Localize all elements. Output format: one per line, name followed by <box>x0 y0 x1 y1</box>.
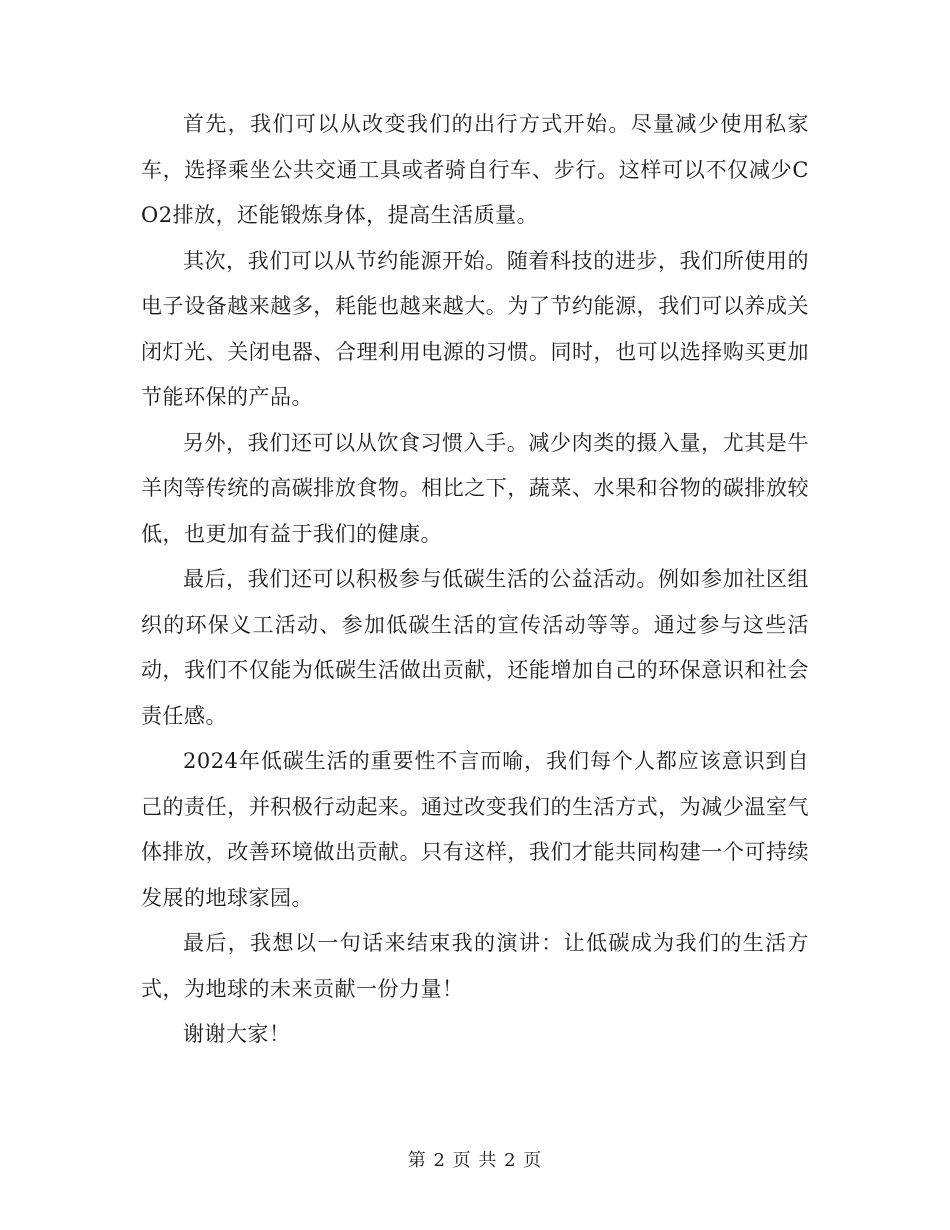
paragraph-activities: 最后，我们还可以积极参与低碳生活的公益活动。例如参加社区组织的环保义工活动、参加低碳生活的宣传活动等等。通过参与这些活动，我们不仅能为低碳生活做出贡献，还能增加自己的环保意识和社会责任感。 <box>141 567 809 728</box>
paragraph-travel: 首先，我们可以从改变我们的出行方式开始。尽量减少使用私家车，选择乘坐公共交通工具或者骑自行车、步行。这样可以不仅减少CO2排放，还能锻炼身体，提高生活质量。 <box>141 112 809 227</box>
paragraph-diet: 另外，我们还可以从饮食习惯入手。减少肉类的摄入量，尤其是牛羊肉等传统的高碳排放食物。相比之下，蔬菜、水果和谷物的碳排放较低，也更加有益于我们的健康。 <box>141 430 809 546</box>
document-body <box>141 102 809 1058</box>
paragraph-thanks: 谢谢大家！ <box>183 1022 291 1046</box>
paragraph-importance: 2024年低碳生活的重要性不言而喻，我们每个人都应该意识到自己的责任，并积极行动起来。通过改变我们的生活方式，为减少温室气体排放，改善环境做出贡献。只有这样，我们才能共同构建一个可持续发展的地球家园。 <box>141 749 809 910</box>
page-footer: 第 2 页 共 2 页 <box>407 1150 543 1171</box>
paragraph-closing: 最后，我想以一句话来结束我的演讲：让低碳成为我们的生活方式，为地球的未来贡献一份力量！ <box>141 931 809 1001</box>
paragraph-energy: 其次，我们可以从节约能源开始。随着科技的进步，我们所使用的电子设备越来越多，耗能也越来越大。为了节约能源，我们可以养成关闭灯光、关闭电器、合理利用电源的习惯。同时，也可以选择购买更加节能环保的产品。 <box>141 248 809 409</box>
